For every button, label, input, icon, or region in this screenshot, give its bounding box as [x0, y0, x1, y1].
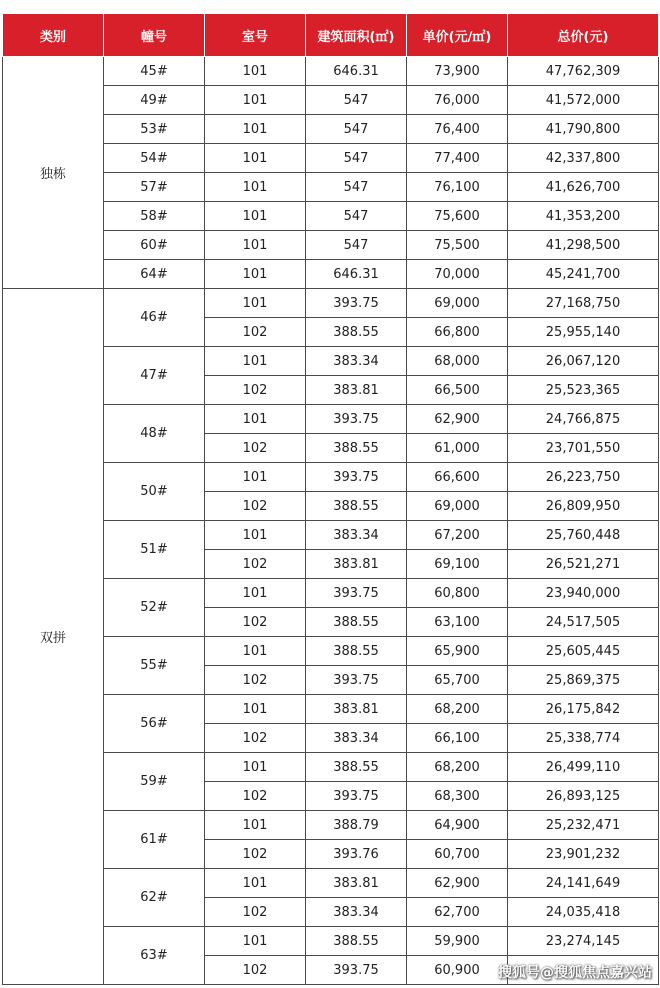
total-price-cell: 23,701,550 [508, 434, 659, 463]
area-cell: 388.55 [306, 927, 407, 956]
room-cell: 101 [205, 173, 306, 202]
area-cell: 547 [306, 231, 407, 260]
unit-price-cell: 62,900 [407, 869, 508, 898]
header-category: 类别 [3, 14, 104, 57]
total-price-cell: 41,790,800 [508, 115, 659, 144]
unit-price-cell: 66,600 [407, 463, 508, 492]
room-cell: 101 [205, 637, 306, 666]
header-unit-price: 单价(元/㎡) [407, 14, 508, 57]
area-cell: 383.81 [306, 695, 407, 724]
room-cell: 102 [205, 666, 306, 695]
area-cell: 388.55 [306, 637, 407, 666]
area-cell: 383.81 [306, 550, 407, 579]
unit-price-cell: 67,200 [407, 521, 508, 550]
area-cell: 547 [306, 202, 407, 231]
room-cell: 101 [205, 927, 306, 956]
total-price-cell: 25,605,445 [508, 637, 659, 666]
building-cell: 56# [104, 695, 205, 753]
total-price-cell: 25,338,774 [508, 724, 659, 753]
room-cell: 101 [205, 579, 306, 608]
total-price-cell: 26,175,842 [508, 695, 659, 724]
total-price-cell: 25,232,471 [508, 811, 659, 840]
area-cell: 388.55 [306, 753, 407, 782]
building-cell: 46# [104, 289, 205, 347]
header-area: 建筑面积(㎡) [306, 14, 407, 57]
building-cell: 58# [104, 202, 205, 231]
building-cell: 60# [104, 231, 205, 260]
building-cell: 55# [104, 637, 205, 695]
unit-price-cell: 69,000 [407, 492, 508, 521]
unit-price-cell: 75,600 [407, 202, 508, 231]
total-price-cell: 23,274,145 [508, 927, 659, 956]
building-cell: 45# [104, 57, 205, 86]
area-cell: 383.34 [306, 898, 407, 927]
area-cell: 547 [306, 173, 407, 202]
unit-price-cell: 68,300 [407, 782, 508, 811]
building-cell: 52# [104, 579, 205, 637]
room-cell: 101 [205, 521, 306, 550]
total-price-cell: 24,035,418 [508, 898, 659, 927]
area-cell: 393.75 [306, 579, 407, 608]
room-cell: 101 [205, 869, 306, 898]
total-price-cell: 26,893,125 [508, 782, 659, 811]
unit-price-cell: 69,000 [407, 289, 508, 318]
total-price-cell: 25,523,365 [508, 376, 659, 405]
category-cell: 双拼 [3, 289, 104, 985]
room-cell: 102 [205, 550, 306, 579]
unit-price-cell: 73,900 [407, 57, 508, 86]
unit-price-cell: 61,000 [407, 434, 508, 463]
header-total-price: 总价(元) [508, 14, 659, 57]
room-cell: 101 [205, 202, 306, 231]
total-price-cell: 45,241,700 [508, 260, 659, 289]
area-cell: 646.31 [306, 57, 407, 86]
total-price-cell: 41,298,500 [508, 231, 659, 260]
total-price-cell: 26,499,110 [508, 753, 659, 782]
room-cell: 102 [205, 840, 306, 869]
room-cell: 102 [205, 782, 306, 811]
room-cell: 101 [205, 115, 306, 144]
room-cell: 102 [205, 434, 306, 463]
building-cell: 49# [104, 86, 205, 115]
area-cell: 393.75 [306, 956, 407, 985]
area-cell: 393.76 [306, 840, 407, 869]
table-body [3, 57, 659, 985]
room-cell: 101 [205, 86, 306, 115]
area-cell: 383.34 [306, 724, 407, 753]
building-cell: 47# [104, 347, 205, 405]
total-price-cell: 24,517,505 [508, 608, 659, 637]
total-price-cell: 24,766,875 [508, 405, 659, 434]
total-price-cell: 25,869,375 [508, 666, 659, 695]
watermark: 搜狐号@搜狐焦点嘉兴站 [498, 965, 652, 981]
unit-price-cell: 66,800 [407, 318, 508, 347]
room-cell: 102 [205, 492, 306, 521]
total-price-cell: 26,223,750 [508, 463, 659, 492]
area-cell: 646.31 [306, 260, 407, 289]
unit-price-cell: 60,900 [407, 956, 508, 985]
unit-price-cell: 60,700 [407, 840, 508, 869]
table-row [3, 57, 659, 86]
area-cell: 383.34 [306, 521, 407, 550]
unit-price-cell: 70,000 [407, 260, 508, 289]
area-cell: 547 [306, 115, 407, 144]
total-price-cell: 26,067,120 [508, 347, 659, 376]
unit-price-cell: 65,700 [407, 666, 508, 695]
area-cell: 393.75 [306, 666, 407, 695]
unit-price-cell: 68,200 [407, 695, 508, 724]
total-price-cell: 26,809,950 [508, 492, 659, 521]
total-price-cell: 24,141,649 [508, 869, 659, 898]
area-cell: 393.75 [306, 463, 407, 492]
unit-price-cell: 68,200 [407, 753, 508, 782]
area-cell: 393.75 [306, 289, 407, 318]
building-cell: 61# [104, 811, 205, 869]
table-row [3, 289, 659, 318]
unit-price-cell: 65,900 [407, 637, 508, 666]
building-cell: 59# [104, 753, 205, 811]
room-cell: 102 [205, 318, 306, 347]
unit-price-cell: 59,900 [407, 927, 508, 956]
unit-price-cell: 77,400 [407, 144, 508, 173]
room-cell: 101 [205, 463, 306, 492]
unit-price-cell: 76,100 [407, 173, 508, 202]
total-price-cell: 26,521,271 [508, 550, 659, 579]
header-room: 室号 [205, 14, 306, 57]
room-cell: 101 [205, 231, 306, 260]
room-cell: 101 [205, 695, 306, 724]
area-cell: 383.81 [306, 376, 407, 405]
total-price-cell: 23,901,232 [508, 840, 659, 869]
room-cell: 101 [205, 347, 306, 376]
unit-price-cell: 62,700 [407, 898, 508, 927]
price-table [2, 13, 659, 985]
building-cell: 57# [104, 173, 205, 202]
building-cell: 48# [104, 405, 205, 463]
room-cell: 101 [205, 289, 306, 318]
unit-price-cell: 76,400 [407, 115, 508, 144]
building-cell: 53# [104, 115, 205, 144]
area-cell: 547 [306, 86, 407, 115]
room-cell: 101 [205, 753, 306, 782]
total-price-cell: 41,572,000 [508, 86, 659, 115]
unit-price-cell: 76,000 [407, 86, 508, 115]
total-price-cell: 41,353,200 [508, 202, 659, 231]
area-cell: 393.75 [306, 405, 407, 434]
building-cell: 63# [104, 927, 205, 985]
unit-price-cell: 75,500 [407, 231, 508, 260]
area-cell: 383.81 [306, 869, 407, 898]
building-cell: 62# [104, 869, 205, 927]
room-cell: 101 [205, 405, 306, 434]
area-cell: 388.55 [306, 318, 407, 347]
room-cell: 101 [205, 811, 306, 840]
room-cell: 102 [205, 608, 306, 637]
area-cell: 393.75 [306, 782, 407, 811]
room-cell: 101 [205, 57, 306, 86]
area-cell: 388.79 [306, 811, 407, 840]
header-building: 幢号 [104, 14, 205, 57]
building-cell: 64# [104, 260, 205, 289]
unit-price-cell: 68,000 [407, 347, 508, 376]
area-cell: 388.55 [306, 608, 407, 637]
building-cell: 54# [104, 144, 205, 173]
total-price-cell: 47,762,309 [508, 57, 659, 86]
area-cell: 388.55 [306, 434, 407, 463]
area-cell: 383.34 [306, 347, 407, 376]
unit-price-cell: 69,100 [407, 550, 508, 579]
room-cell: 102 [205, 956, 306, 985]
room-cell: 101 [205, 260, 306, 289]
building-cell: 51# [104, 521, 205, 579]
unit-price-cell: 66,100 [407, 724, 508, 753]
area-cell: 547 [306, 144, 407, 173]
unit-price-cell: 66,500 [407, 376, 508, 405]
area-cell: 388.55 [306, 492, 407, 521]
total-price-cell: 42,337,800 [508, 144, 659, 173]
unit-price-cell: 64,900 [407, 811, 508, 840]
room-cell: 102 [205, 724, 306, 753]
header-row [3, 14, 659, 57]
total-price-cell: 25,760,448 [508, 521, 659, 550]
room-cell: 101 [205, 144, 306, 173]
total-price-cell: 41,626,700 [508, 173, 659, 202]
category-cell: 独栋 [3, 57, 104, 289]
room-cell: 102 [205, 898, 306, 927]
room-cell: 102 [205, 376, 306, 405]
total-price-cell: 27,168,750 [508, 289, 659, 318]
unit-price-cell: 63,100 [407, 608, 508, 637]
unit-price-cell: 62,900 [407, 405, 508, 434]
total-price-cell: 25,955,140 [508, 318, 659, 347]
total-price-cell: 23,940,000 [508, 579, 659, 608]
building-cell: 50# [104, 463, 205, 521]
unit-price-cell: 60,800 [407, 579, 508, 608]
